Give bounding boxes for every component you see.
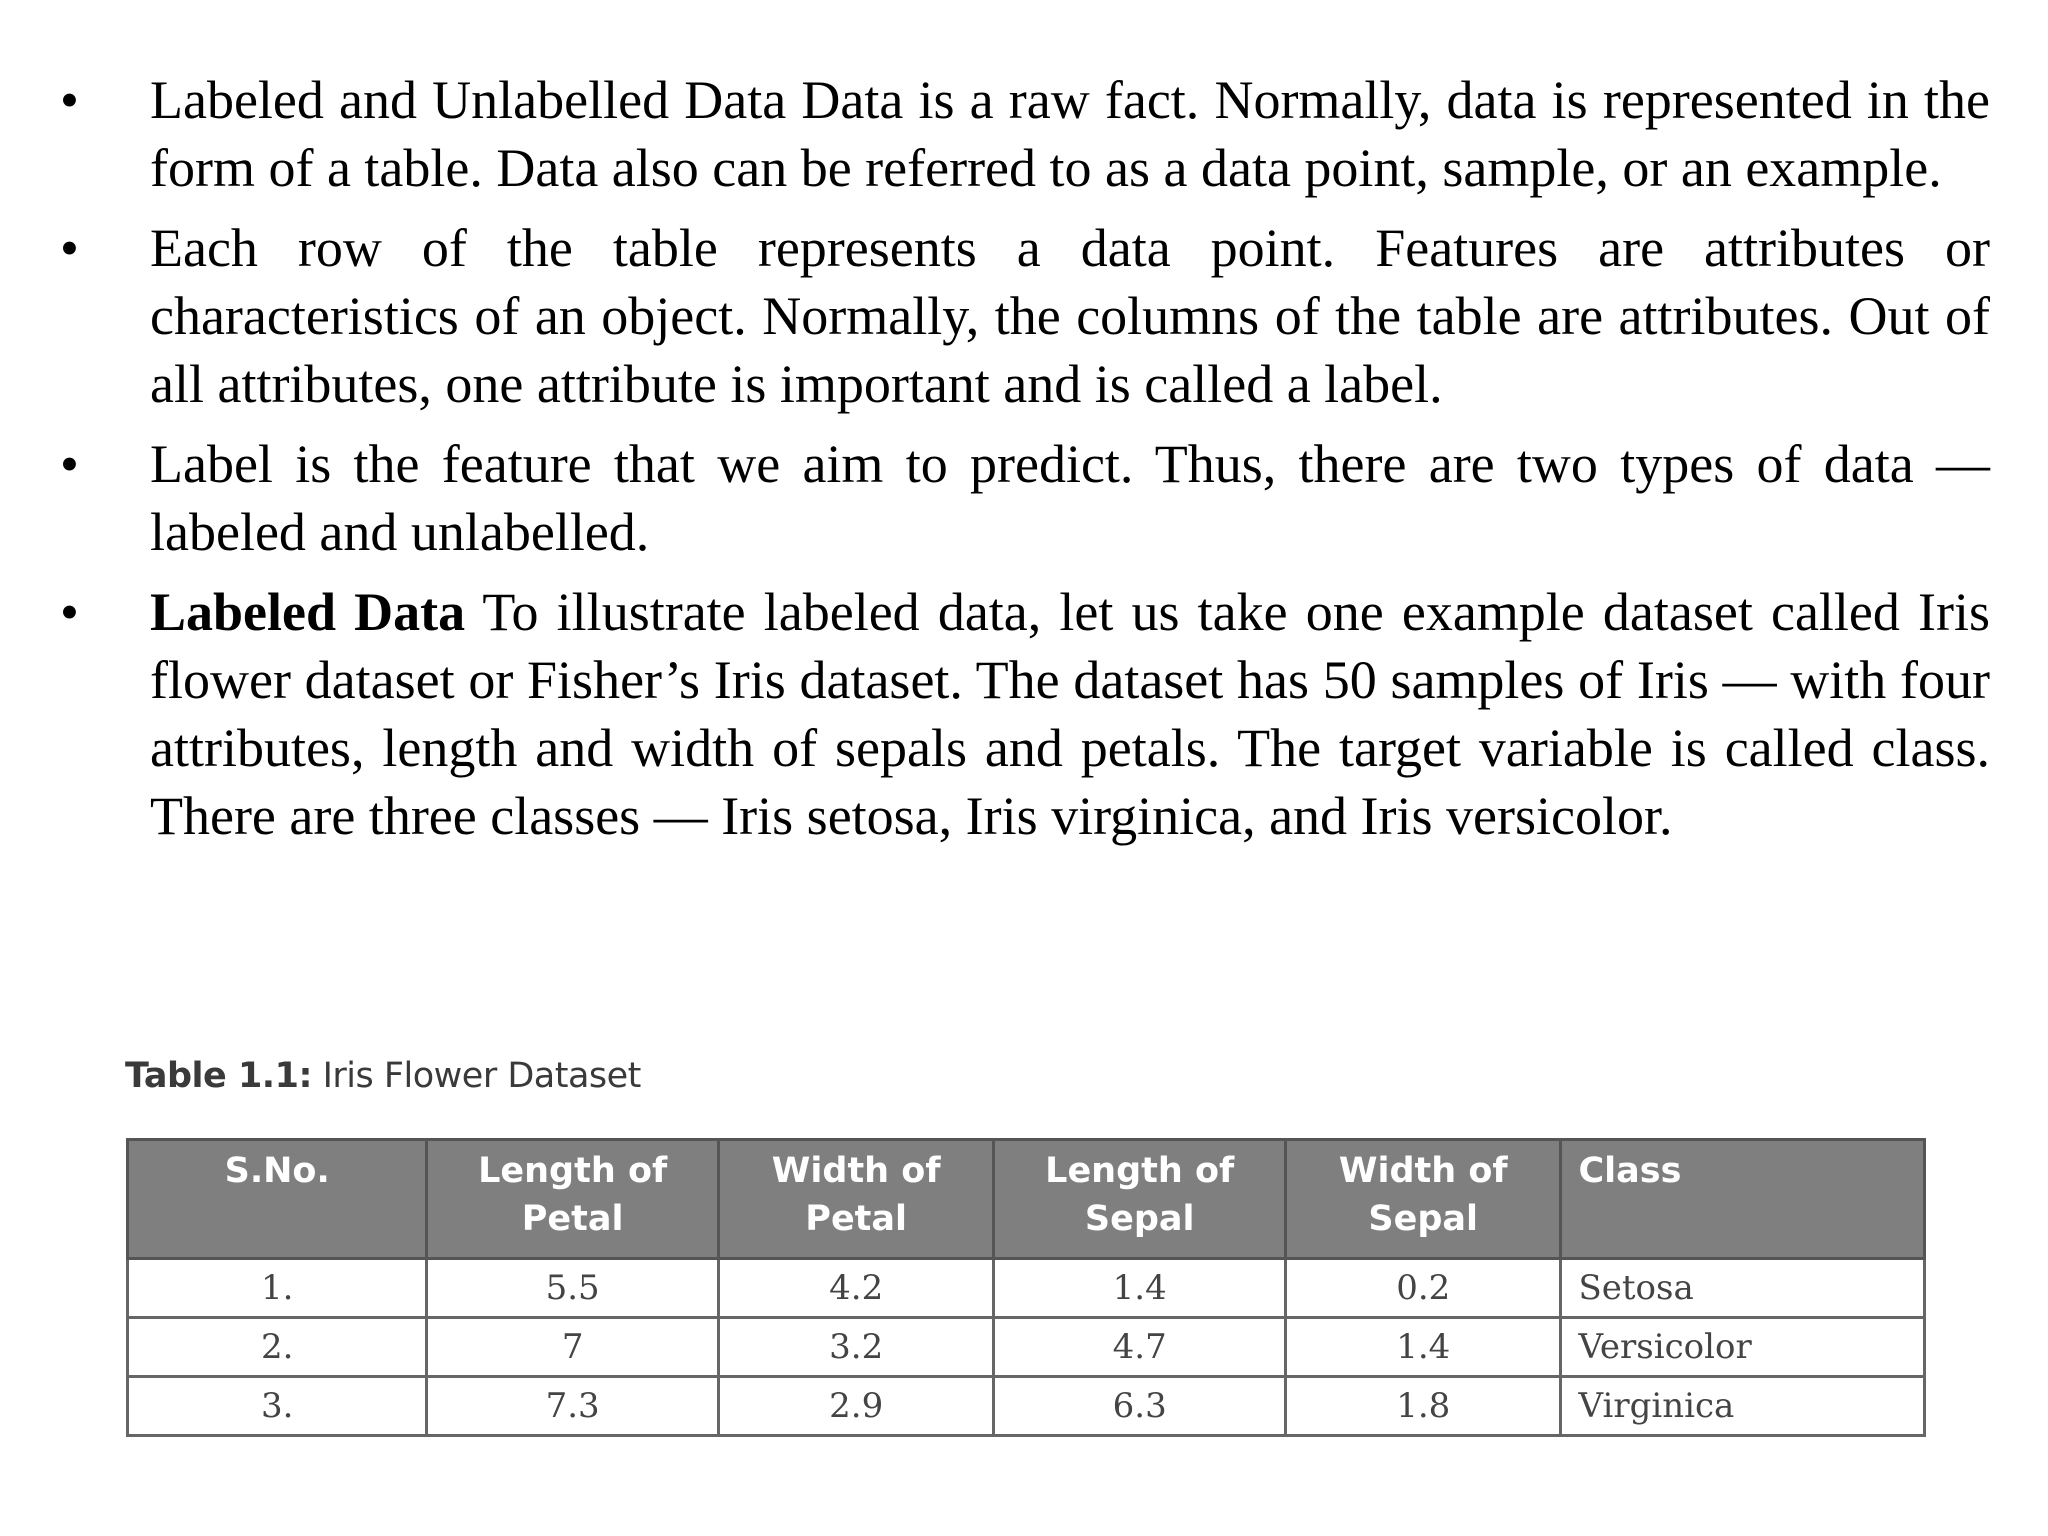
cell-petal-length: 5.5: [427, 1259, 719, 1318]
cell-class: Virginica: [1561, 1377, 1925, 1436]
table-caption: [125, 1056, 641, 1096]
table-caption-title: Iris Flower Dataset: [322, 1056, 641, 1096]
header-line: Sepal: [1084, 1199, 1195, 1239]
bullet-list: [60, 66, 1990, 862]
cell-sno: 2.: [128, 1318, 427, 1377]
header-sno: [128, 1140, 427, 1259]
cell-sepal-width: 1.4: [1285, 1318, 1561, 1377]
cell-sepal-width: 1.8: [1285, 1377, 1561, 1436]
cell-petal-width: 2.9: [718, 1377, 994, 1436]
header-line: S.No.: [224, 1151, 330, 1191]
header-line: Petal: [805, 1199, 908, 1239]
header-line: Petal: [521, 1199, 624, 1239]
header-petal-length: [427, 1140, 719, 1259]
cell-class: Setosa: [1561, 1259, 1925, 1318]
iris-table: [126, 1138, 1926, 1437]
header-petal-width: [718, 1140, 994, 1259]
cell-sno: 1.: [128, 1259, 427, 1318]
header-line: Sepal: [1368, 1199, 1479, 1239]
table-header-row: [128, 1140, 1925, 1259]
cell-class: Versicolor: [1561, 1318, 1925, 1377]
cell-petal-length: 7.3: [427, 1377, 719, 1436]
table-row: [128, 1259, 1925, 1318]
table-row: [128, 1318, 1925, 1377]
cell-sepal-length: 4.7: [994, 1318, 1286, 1377]
bullet-item: [60, 66, 1990, 202]
bullet-marker: •: [60, 218, 79, 278]
bullet-item: [60, 430, 1990, 566]
header-line: Length of: [478, 1151, 668, 1191]
header-line: Class: [1578, 1151, 1682, 1191]
cell-sepal-width: 0.2: [1285, 1259, 1561, 1318]
bullet-marker: •: [60, 434, 79, 494]
header-line: Width of: [1338, 1151, 1508, 1191]
bullet-text: To illustrate labeled data, let us take one example dataset called Iris flower dataset or Fisher’s Iris dataset. The dataset has 50 samples of Iris — with four attributes, length and width of sepals and petals. The target variable is called class. There are three classes — Iris setosa, Iris virginica, and Iris versicolor.: [150, 582, 1991, 846]
bullet-item: [60, 214, 1990, 418]
header-class: [1561, 1140, 1925, 1259]
cell-petal-length: 7: [427, 1318, 719, 1377]
bullet-text: Label is the feature that we aim to predict. Thus, there are two types of data — labeled and unlabelled.: [150, 434, 1990, 562]
bullet-marker: •: [60, 582, 79, 642]
header-line: Width of: [771, 1151, 941, 1191]
cell-sepal-length: 1.4: [994, 1259, 1286, 1318]
cell-sepal-length: 6.3: [994, 1377, 1286, 1436]
header-line: Length of: [1045, 1151, 1235, 1191]
cell-sno: 3.: [128, 1377, 427, 1436]
header-sepal-width: [1285, 1140, 1561, 1259]
bullet-item: [60, 578, 1990, 850]
header-sepal-length: [994, 1140, 1286, 1259]
bullet-text: Each row of the table represents a data point. Features are attributes or characteristics of an object. Normally, the columns of the table are attributes. Out of all attributes, one attribute is important and is called a label.: [150, 218, 1990, 414]
bullet-bold-lead: Labeled Data: [150, 582, 466, 642]
bullet-marker: •: [60, 70, 79, 130]
table-caption-number: Table 1.1:: [125, 1056, 312, 1096]
cell-petal-width: 3.2: [718, 1318, 994, 1377]
bullet-text: Labeled and Unlabelled Data Data is a raw fact. Normally, data is represented in the form of a table. Data also can be referred to as a data point, sample, or an example.: [150, 70, 1990, 198]
table-row: [128, 1377, 1925, 1436]
cell-petal-width: 4.2: [718, 1259, 994, 1318]
